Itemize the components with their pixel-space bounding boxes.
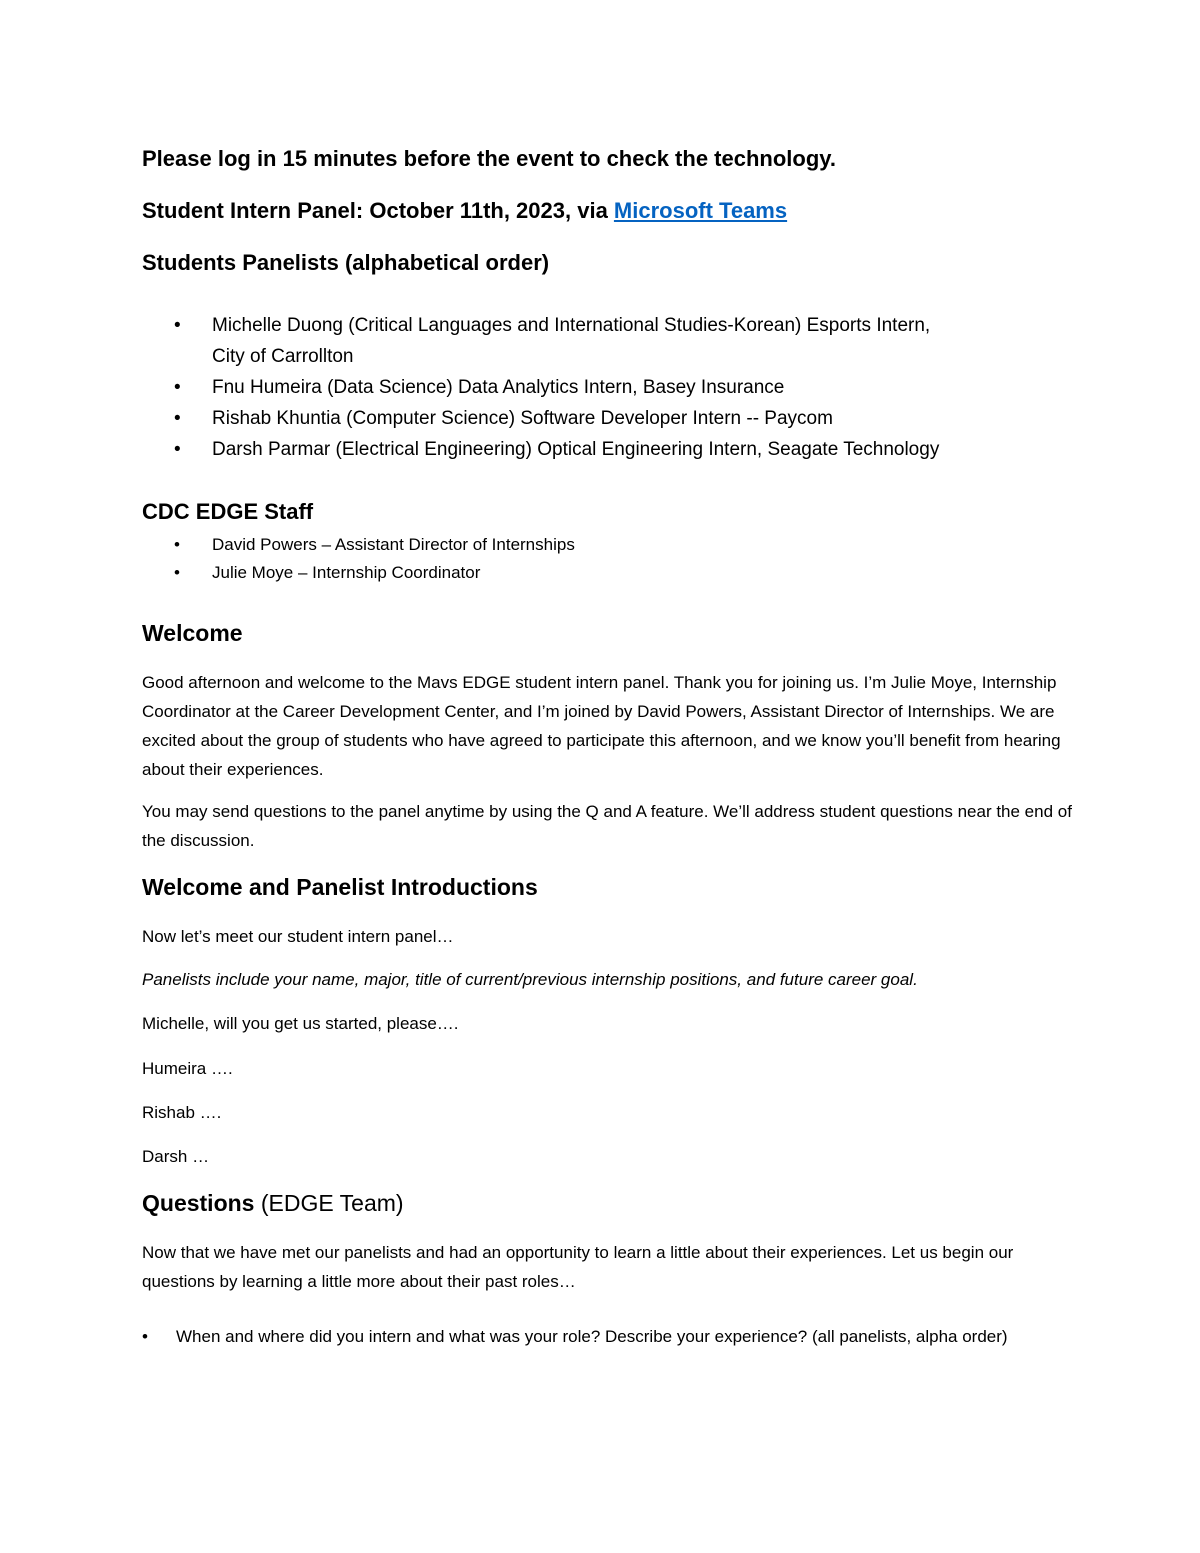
question-text: When and where did you intern and what was your role? Describe your experience? (all panelists, alpha order) bbox=[176, 1327, 1008, 1346]
welcome-heading: Welcome bbox=[142, 620, 243, 646]
bullet-icon: • bbox=[174, 535, 180, 554]
questions-list bbox=[142, 1323, 1072, 1351]
list-item bbox=[142, 559, 1072, 587]
staff-list bbox=[142, 531, 1072, 587]
panelist-text: Darsh Parmar (Electrical Engineering) Optical Engineering Intern, Seagate Technology bbox=[212, 439, 940, 460]
introductions-instruction: Panelists include your name, major, title of current/previous internship positions, and future career goal. bbox=[142, 970, 918, 989]
panelist-text: Rishab Khuntia (Computer Science) Software Developer Intern -- Paycom bbox=[212, 408, 833, 429]
list-item bbox=[142, 403, 1072, 434]
introductions-heading: Welcome and Panelist Introductions bbox=[142, 874, 538, 900]
welcome-paragraph-2: You may send questions to the panel anytime by using the Q and A feature. We’ll address student questions near the end of the discussion. bbox=[142, 802, 1072, 850]
login-notice: Please log in 15 minutes before the event to check the technology. bbox=[142, 146, 836, 171]
list-item bbox=[142, 531, 1072, 559]
bullet-icon: • bbox=[174, 439, 181, 460]
bullet-icon: • bbox=[174, 563, 180, 582]
list-item bbox=[142, 434, 1072, 465]
panel-date-text: Student Intern Panel: October 11th, 2023, via bbox=[142, 198, 614, 223]
bullet-icon: • bbox=[174, 315, 181, 336]
staff-heading: CDC EDGE Staff bbox=[142, 499, 314, 524]
questions-heading bbox=[142, 1188, 1072, 1218]
panelist-text: Fnu Humeira (Data Science) Data Analytics Intern, Basey Insurance bbox=[212, 377, 785, 398]
list-item bbox=[142, 1323, 1072, 1351]
introductions-line-4: Rishab …. bbox=[142, 1103, 222, 1122]
questions-heading-bold: Questions bbox=[142, 1190, 255, 1216]
bullet-icon: • bbox=[142, 1327, 148, 1346]
panelists-heading: Students Panelists (alphabetical order) bbox=[142, 250, 550, 275]
introductions-line-1: Now let’s meet our student intern panel… bbox=[142, 927, 454, 946]
panelist-text: Michelle Duong (Critical Languages and International Studies-Korean) Esports Intern, bbox=[212, 315, 931, 336]
panelist-list bbox=[142, 310, 1072, 465]
microsoft-teams-link[interactable]: Microsoft Teams bbox=[613, 198, 788, 223]
panelist-text-continued: City of Carrollton bbox=[212, 346, 354, 367]
bullet-icon: • bbox=[174, 377, 181, 398]
panel-date-line bbox=[142, 196, 1072, 226]
introductions-line-5: Darsh … bbox=[142, 1147, 210, 1166]
introductions-line-2: Michelle, will you get us started, please…. bbox=[142, 1014, 459, 1033]
welcome-paragraph-1: Good afternoon and welcome to the Mavs EDGE student intern panel. Thank you for joining us. I’m Julie Moye, Internship Coordinator at the Career Development Center, and I’m joined by David Powers, Assistant Director of Internships. We are excited about the group of students who have agreed to participate this afternoon, and we know you’ll benefit from hearing about their experiences. bbox=[142, 673, 1061, 779]
list-item bbox=[142, 310, 1072, 372]
staff-text: David Powers – Assistant Director of Internships bbox=[212, 535, 575, 554]
staff-text: Julie Moye – Internship Coordinator bbox=[212, 563, 481, 582]
bullet-icon: • bbox=[174, 408, 181, 429]
questions-heading-team: (EDGE Team) bbox=[254, 1190, 404, 1216]
introductions-line-3: Humeira …. bbox=[142, 1059, 233, 1078]
questions-intro: Now that we have met our panelists and had an opportunity to learn a little about their experiences. Let us begin our questions by learning a little more about their past roles… bbox=[142, 1243, 1014, 1291]
list-item bbox=[142, 372, 1072, 403]
